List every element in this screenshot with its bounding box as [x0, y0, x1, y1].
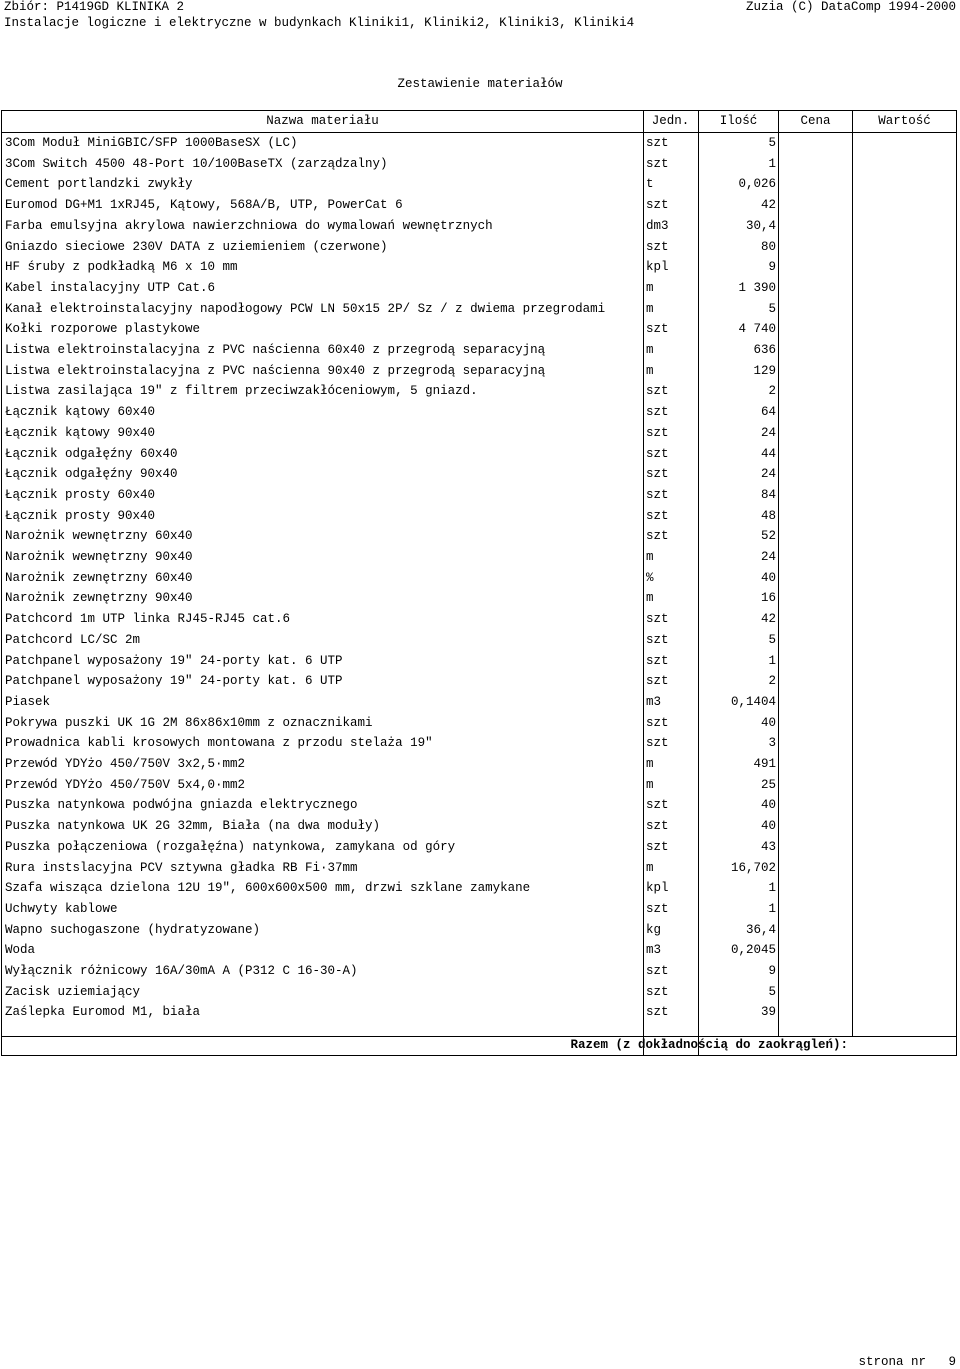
table-row [2, 300, 956, 321]
cell-qty: 0,1404 [730, 694, 776, 709]
table-row [2, 796, 956, 817]
cell-qty: 80 [760, 239, 776, 254]
table-row [2, 962, 956, 983]
table-row [2, 465, 956, 486]
cell-unit: szt [646, 612, 669, 627]
cell-unit: szt [646, 487, 669, 502]
table-row [2, 527, 956, 548]
cell-unit: szt [646, 715, 669, 730]
cell-unit: szt [646, 798, 669, 813]
cell-qty: 3 [768, 736, 776, 751]
cell-qty: 9 [768, 260, 776, 275]
table-row [2, 693, 956, 714]
cell-qty: 39 [760, 1005, 776, 1020]
cell-name: Zacisk uziemiający [5, 984, 141, 999]
cell-name: Rura instslacyjna PCV sztywna gładka RB Fi·37mm [5, 860, 358, 875]
cell-unit: szt [646, 901, 669, 916]
summary-rule [2, 1036, 956, 1037]
cell-qty: 25 [760, 777, 776, 792]
table-row [2, 258, 956, 279]
collection-label: Zbiór: P1419GD KLINIKA 2 [4, 0, 185, 14]
cell-qty: 44 [760, 446, 776, 461]
cell-name: Wyłącznik różnicowy 16A/30mA A (P312 C 16-30-A) [5, 964, 358, 978]
page-title: Zestawienie materiałów [397, 77, 563, 91]
table-row [2, 196, 956, 217]
cell-name: Przewód YDYżo 450/750V 3x2,5·mm2 [5, 757, 246, 771]
cell-name: Euromod DG+M1 1xRJ45, Kątowy, 568A/B, UTP, PowerCat 6 [5, 198, 403, 213]
cell-qty: 1 [768, 901, 776, 916]
cell-unit: kg [646, 922, 662, 937]
cell-qty: 5 [768, 632, 776, 647]
cell-unit: m [646, 363, 654, 378]
cell-name: 3Com Moduł MiniGBIC/SFP 1000BaseSX (LC) [5, 136, 298, 150]
cell-unit: szt [646, 964, 669, 978]
cell-unit: szt [646, 384, 669, 399]
cell-name: 3Com Switch 4500 48-Port 10/100BaseTX (zarządzalny) [5, 156, 388, 171]
cell-name: Woda [5, 943, 36, 958]
table-row [2, 134, 956, 155]
cell-qty: 40 [760, 715, 776, 730]
subject-label: Instalacje logiczne i elektryczne w budynkach Kliniki1, Kliniki2, Kliniki3, Kliniki4 [4, 16, 635, 30]
cell-unit: szt [646, 156, 669, 171]
cell-unit: szt [646, 136, 669, 150]
cell-unit: m [646, 860, 654, 875]
table-row [2, 217, 956, 238]
cell-name: Uchwyty kablowe [5, 901, 118, 916]
table-row [2, 320, 956, 341]
column-header-unit: Jedn. [651, 114, 690, 128]
table-row [2, 341, 956, 362]
cell-name: Gniazdo sieciowe 230V DATA z uziemieniem (czerwone) [5, 239, 388, 254]
cell-qty: 9 [768, 964, 776, 978]
cell-unit: szt [646, 653, 669, 668]
cell-qty: 24 [760, 425, 776, 440]
cell-name: Narożnik zewnętrzny 60x40 [5, 570, 193, 585]
cell-unit: kpl [646, 260, 669, 275]
cell-qty: 36,4 [745, 922, 776, 937]
cell-unit: szt [646, 198, 669, 213]
cell-qty: 84 [760, 487, 776, 502]
cell-qty: 30,4 [745, 218, 776, 233]
materials-table [1, 110, 957, 1056]
cell-qty: 40 [760, 819, 776, 834]
cell-unit: m [646, 591, 654, 606]
cell-qty: 1 [768, 881, 776, 896]
cell-name: Łącznik kątowy 60x40 [5, 405, 156, 420]
cell-qty: 24 [760, 467, 776, 482]
cell-qty: 16 [760, 591, 776, 606]
cell-name: Łącznik prosty 90x40 [5, 508, 156, 523]
cell-name: Łącznik odgałęźny 60x40 [5, 446, 178, 461]
table-row [2, 879, 956, 900]
cell-unit: szt [646, 632, 669, 647]
cell-unit: t [646, 177, 654, 192]
summary-label: Razem (z dokładnością do zaokrągleń): [570, 1038, 848, 1052]
cell-name: Patchpanel wyposażony 19" 24-porty kat. 6 UTP [5, 653, 343, 668]
header-rule [2, 132, 956, 133]
cell-qty: 40 [760, 570, 776, 585]
cell-qty: 5 [768, 136, 776, 150]
cell-unit: szt [646, 467, 669, 482]
cell-qty: 1 [768, 156, 776, 171]
cell-name: Puszka natynkowa UK 2G 32mm, Biała (na dwa moduły) [5, 819, 381, 834]
cell-name: Wapno suchogaszone (hydratyzowane) [5, 922, 261, 937]
cell-qty: 24 [760, 550, 776, 564]
cell-qty: 16,702 [730, 860, 776, 875]
page-number: 9 [948, 1355, 956, 1369]
table-row [2, 382, 956, 403]
cell-unit: szt [646, 819, 669, 834]
cell-name: Listwa elektroinstalacyjna z PVC naścienna 60x40 z przegrodą separacyjną [5, 343, 546, 357]
cell-unit: m3 [646, 943, 662, 958]
cell-unit: szt [646, 1005, 669, 1020]
cell-name: Listwa elektroinstalacyjna z PVC naścienna 90x40 z przegrodą separacyjną [5, 363, 546, 378]
cell-qty: 52 [760, 529, 776, 544]
table-row [2, 631, 956, 652]
column-header-qty: Ilość [719, 114, 758, 128]
table-row [2, 445, 956, 466]
cell-unit: szt [646, 322, 669, 337]
cell-qty: 64 [760, 405, 776, 420]
cell-name: Łącznik kątowy 90x40 [5, 425, 156, 440]
cell-qty: 2 [768, 674, 776, 689]
cell-unit: m [646, 301, 654, 316]
cell-name: Pokrywa puszki UK 1G 2M 86x86x10mm z oznacznikami [5, 715, 373, 730]
table-row [2, 755, 956, 776]
table-row [2, 838, 956, 859]
table-row [2, 589, 956, 610]
cell-unit: szt [646, 736, 669, 751]
cell-name: Narożnik wewnętrzny 60x40 [5, 529, 193, 544]
page-label: strona nr [858, 1355, 926, 1369]
table-row [2, 734, 956, 755]
table-row [2, 424, 956, 445]
cell-unit: szt [646, 508, 669, 523]
cell-unit: szt [646, 239, 669, 254]
cell-name: Patchpanel wyposażony 19" 24-porty kat. 6 UTP [5, 674, 343, 689]
cell-qty: 2 [768, 384, 776, 399]
cell-unit: dm3 [646, 218, 669, 233]
cell-unit: kpl [646, 881, 669, 896]
cell-name: Narożnik zewnętrzny 90x40 [5, 591, 193, 606]
cell-qty: 42 [760, 198, 776, 213]
table-row [2, 1003, 956, 1024]
cell-name: Szafa wisząca dzielona 12U 19", 600x600x500 mm, drzwi szklane zamykane [5, 881, 531, 896]
cell-unit: m [646, 343, 654, 357]
table-row [2, 486, 956, 507]
header-line-1 [4, 0, 956, 14]
cell-qty: 129 [753, 363, 776, 378]
table-row [2, 238, 956, 259]
table-row [2, 817, 956, 838]
table-row [2, 921, 956, 942]
cell-unit: m [646, 757, 654, 771]
cell-name: Kabel instalacyjny UTP Cat.6 [5, 280, 216, 295]
cell-name: Farba emulsyjna akrylowa nawierzchniowa do wymalowań wewnętrznych [5, 218, 493, 233]
table-row [2, 175, 956, 196]
cell-qty: 1 [768, 653, 776, 668]
cell-unit: szt [646, 839, 669, 854]
cell-name: Listwa zasilająca 19" z filtrem przeciwzakłóceniowym, 5 gniazd. [5, 384, 478, 399]
cell-name: HF śruby z podkładką M6 x 10 mm [5, 260, 238, 275]
table-row [2, 859, 956, 880]
table-row [2, 569, 956, 590]
cell-name: Narożnik wewnętrzny 90x40 [5, 550, 193, 564]
cell-unit: szt [646, 446, 669, 461]
cell-qty: 43 [760, 839, 776, 854]
cell-unit: m [646, 550, 654, 564]
cell-unit: m3 [646, 694, 662, 709]
cell-qty: 636 [753, 343, 776, 357]
cell-qty: 1 390 [738, 280, 776, 295]
header-line-2 [4, 16, 956, 30]
table-row [2, 548, 956, 569]
cell-qty: 491 [753, 757, 776, 771]
cell-name: Przewód YDYżo 450/750V 5x4,0·mm2 [5, 777, 246, 792]
cell-unit: szt [646, 425, 669, 440]
table-row [2, 983, 956, 1004]
cell-qty: 40 [760, 798, 776, 813]
column-header-value: Wartość [878, 114, 931, 128]
table-row [2, 279, 956, 300]
column-header-name: Nazwa materiału [266, 114, 379, 128]
table-row [2, 155, 956, 176]
cell-unit: szt [646, 529, 669, 544]
table-row [2, 776, 956, 797]
cell-unit: szt [646, 674, 669, 689]
table-row [2, 362, 956, 383]
cell-unit: szt [646, 984, 669, 999]
cell-unit: szt [646, 405, 669, 420]
cell-qty: 5 [768, 984, 776, 999]
cell-qty: 4 740 [738, 322, 776, 337]
cell-unit: m [646, 280, 654, 295]
cell-unit: % [646, 570, 654, 585]
cell-name: Łącznik prosty 60x40 [5, 487, 156, 502]
cell-qty: 0,2045 [730, 943, 776, 958]
cell-name: Kanał elektroinstalacyjny napodłogowy PCW LN 50x15 2P/ Sz / z dwiema przegrodami [5, 301, 606, 316]
table-row [2, 672, 956, 693]
table-row [2, 610, 956, 631]
cell-name: Prowadnica kabli krosowych montowana z przodu stelaża 19" [5, 736, 433, 751]
column-header-price: Cena [800, 114, 831, 128]
cell-qty: 0,026 [738, 177, 776, 192]
cell-qty: 48 [760, 508, 776, 523]
cell-unit: m [646, 777, 654, 792]
cell-name: Łącznik odgałęźny 90x40 [5, 467, 178, 482]
table-row [2, 652, 956, 673]
cell-name: Zaślepka Euromod M1, biała [5, 1005, 201, 1020]
table-row [2, 900, 956, 921]
cell-qty: 42 [760, 612, 776, 627]
table-row [2, 941, 956, 962]
table-row [2, 507, 956, 528]
cell-name: Cement portlandzki zwykły [5, 177, 193, 192]
cell-name: Puszka połączeniowa (rozgałęźna) natynkowa, zamykana od góry [5, 839, 456, 854]
copyright-label: Zuzia (C) DataComp 1994-2000 [745, 0, 956, 14]
cell-name: Kołki rozporowe plastykowe [5, 322, 201, 337]
page-footer [858, 1355, 956, 1369]
cell-name: Piasek [5, 694, 51, 709]
cell-name: Puszka natynkowa podwójna gniazda elektrycznego [5, 798, 358, 813]
cell-name: Patchcord LC/SC 2m [5, 632, 141, 647]
cell-name: Patchcord 1m UTP linka RJ45-RJ45 cat.6 [5, 612, 291, 627]
table-row [2, 403, 956, 424]
cell-qty: 5 [768, 301, 776, 316]
table-row [2, 714, 956, 735]
